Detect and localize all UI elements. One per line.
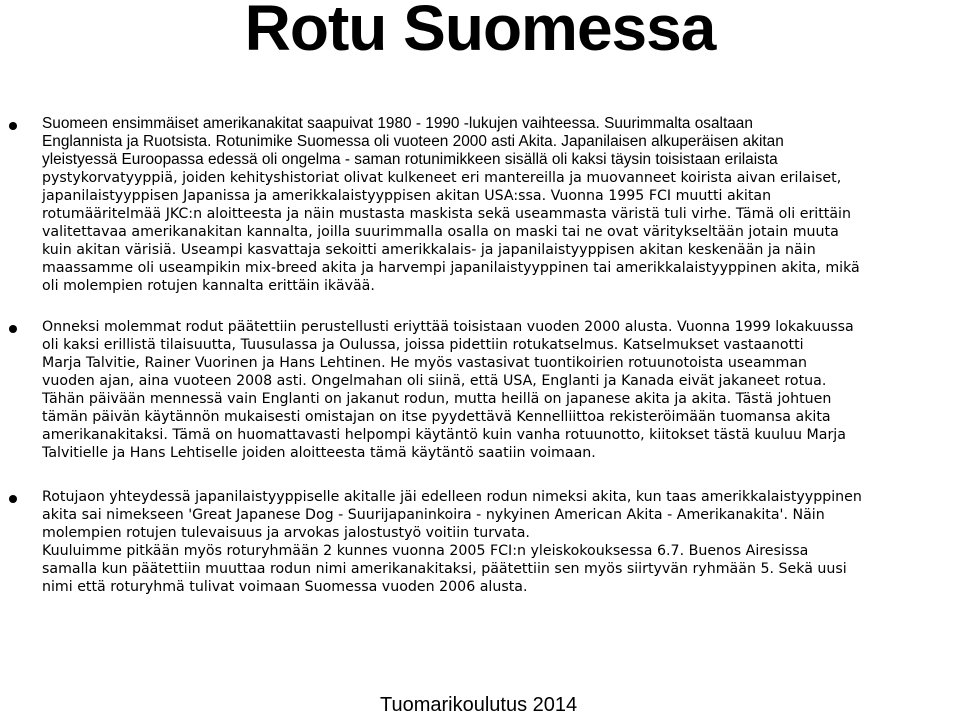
bullet-line: amerikanakitaksi. Tämä on huomattavasti helpompi käytäntö kuin vanha rotuunotto, kiitokset tästä kuuluu Marja [42, 427, 846, 443]
bullet-line: oli molempien rotujen kannalta erittäin ikävää. [42, 278, 375, 294]
bullet-line: japanilaistyyppisen Japanissa ja amerikkalaistyyppisen akitan USA:ssa. Vuonna 1995 FCI muutti akitan [42, 188, 772, 204]
bullet-dot [9, 495, 17, 503]
bullet-text-1 [42, 115, 942, 295]
bullet-dot [9, 325, 17, 333]
bullet-line: Englannista ja Ruotsista. Rotunimike Suomessa oli vuoteen 2000 asti Akita. Japanilaisen alkuperäisen akitan [42, 133, 784, 150]
bullet-line: Tähän päivään mennessä vain Englanti on jakanut rodun, mutta heillä on japanese akita ja akita. Tästä johtuen [42, 391, 832, 407]
bullet-line: Marja Talvitie, Rainer Vuorinen ja Hans Lehtinen. He myös vastasivat tuontikoirien rotuunotoista useamman [42, 355, 808, 371]
bullet-line: Kuuluimme pitkään myös roturyhmään 2 kunnes vuonna 2005 FCI:n yleiskokouksessa 6.7. Buenos Airesissa [42, 543, 809, 559]
bullet-dot [9, 122, 17, 130]
bullet-text-3 [42, 488, 942, 596]
bullet-line: pystykorvatyyppiä, joiden kehityshistoriat olivat kulkeneet eri mantereilla ja muovanneet koirista aivan erilaiset, [42, 170, 842, 186]
bullet-line: Suomeen ensimmäiset amerikanakitat saapuivat 1980 - 1990 -lukujen vaihteessa. Suurimmalta osaltaan [42, 115, 753, 132]
bullet-line: nimi että roturyhmä tulivat voimaan Suomessa vuoden 2006 alusta. [42, 579, 528, 595]
bullet-line: kuin akitan värisiä. Useampi kasvattaja sekoitti amerikkalais- ja japanilaistyyppisen akitan keskenään ja näin [42, 242, 816, 258]
bullet-line: valitettavaa amerikanakitan kannalta, joilla suurimmalla osalla on maski tai ne ovat väritykseltään jotain muuta [42, 224, 839, 240]
bullet-text-2 [42, 318, 942, 462]
footer-text: Tuomarikoulutus 2014 [380, 694, 578, 716]
slide-title: Rotu Suomessa [244, 0, 716, 64]
bullet-line: molempien rotujen tulevaisuus ja arvokas jalostustyö voitiin turvata. [42, 525, 530, 541]
bullet-line: Talvitielle ja Hans Lehtiselle joiden aloitteesta tämä käytäntö saatiin voimaan. [42, 445, 596, 461]
bullet-line: Rotujaon yhteydessä japanilaistyyppiselle akitalle jäi edelleen rodun nimeksi akita, kun taas amerikkalaistyyppinen [42, 489, 862, 505]
bullet-line: rotumääritelmää JKC:n aloitteesta ja näin mustasta maskista sekä useammasta väristä tuli virhe. Tämä oli erittäin [42, 206, 851, 222]
bullet-line: tämän päivän käytännön mukaisesti omistajan on itse pyydettävä Kennelliittoa rekisteröimään tuomansa akita [42, 409, 831, 425]
bullet-line: oli kaksi erillistä tilaisuutta, Tuusulassa ja Oulussa, joissa pidettiin rotukatselmus. Katselmukset vastaanotti [42, 337, 804, 353]
bullet-line: akita sai nimekseen 'Great Japanese Dog - Suurijapaninkoira - nykyinen American Akita - Amerikanakita'. Näin [42, 507, 825, 523]
bullet-line: samalla kun päätettiin muuttaa rodun nimi amerikanakitaksi, päätettiin sen myös siirtyvän ryhmään 5. Sekä uusi [42, 561, 847, 577]
bullet-line: Onneksi molemmat rodut päätettiin perustellusti eriyttää toisistaan vuoden 2000 alusta. Vuonna 1999 lokakuussa [42, 319, 854, 335]
bullet-line: vuoden ajan, aina vuoteen 2008 asti. Ongelmahan oli siinä, että USA, Englanti ja Kanada eivät jakaneet rotua. [42, 373, 827, 389]
bullet-line: yleistyessä Euroopassa edessä oli ongelma - saman rotunimikkeen sisällä oli kaksi täysin toisistaan erilaista [42, 151, 778, 168]
bullet-line: maassamme oli useampikin mix-breed akita ja harvempi japanilaistyyppinen tai amerikkalaistyyppinen akita, mikä [42, 260, 860, 276]
